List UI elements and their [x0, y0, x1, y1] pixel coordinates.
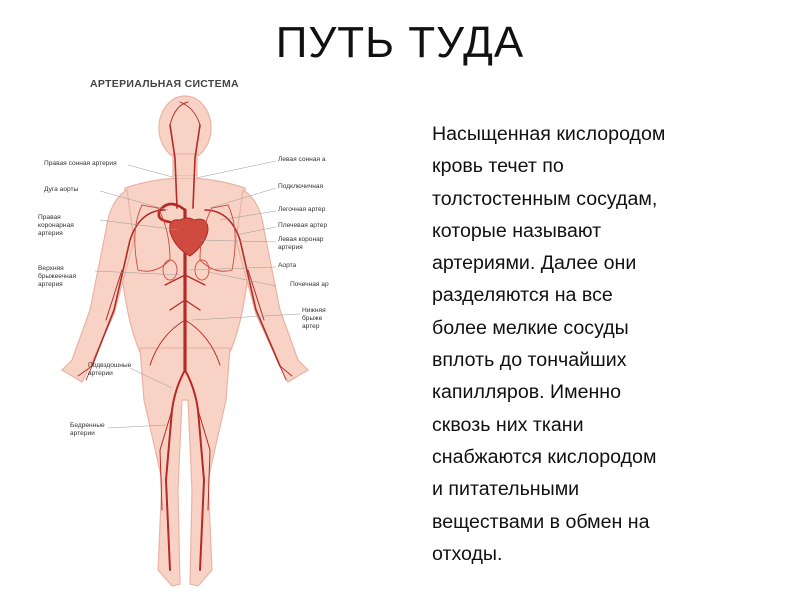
- slide-title: ПУТЬ ТУДА: [275, 18, 525, 67]
- body-line: сквозь них ткани: [432, 413, 584, 436]
- label-left-coronary-artery: Левая коронар артерия: [278, 236, 324, 251]
- label-aorta: Аорта: [278, 262, 297, 269]
- body-line: капилляров. Именно: [432, 381, 622, 404]
- label-right-coronary-artery: Правая коронарная артерия: [38, 214, 74, 237]
- arterial-system-diagram: [30, 70, 340, 600]
- body-line: Насыщенная кислородом: [432, 123, 666, 145]
- body-artery-illustration: [30, 70, 340, 600]
- label-iliac-arteries: Подвздошные артерии: [88, 362, 132, 377]
- label-right-carotid-artery: Правая сонная артерия: [44, 160, 117, 167]
- body-line: вплоть до тончайших: [432, 349, 627, 372]
- label-aortic-arch: Дуга аорты: [44, 186, 79, 193]
- body-line: веществами в обмен на: [432, 510, 650, 533]
- body-line: отходы.: [432, 542, 503, 565]
- label-pulmonary-artery: Легочная артер: [278, 206, 326, 213]
- label-renal-artery: Почечная ар: [290, 281, 329, 288]
- body-line: артериями. Далее они: [432, 252, 637, 275]
- label-left-carotid-artery: Левая сонная а: [278, 156, 326, 163]
- slide-body-text: [432, 118, 772, 570]
- body-line: толстостенным сосудам,: [432, 187, 658, 210]
- body-line: которые называют: [432, 219, 602, 242]
- label-subclavian-artery: Подключичная: [278, 183, 324, 190]
- diagram-heading: АРТЕРИАЛЬНАЯ СИСТЕМА: [90, 78, 239, 90]
- body-line: более мелкие сосуды: [432, 316, 629, 339]
- body-line: и питательными: [432, 478, 580, 501]
- body-line: разделяются на все: [432, 284, 613, 307]
- label-inferior-mesenteric-artery: Нижняя брыже артер: [302, 307, 326, 330]
- body-line: снабжаются кислородом: [432, 445, 657, 468]
- label-femoral-arteries: Бедренные артерии: [70, 422, 105, 437]
- label-superior-mesenteric-artery: Верхняя брыжеечная артерия: [38, 265, 77, 288]
- label-brachial-artery: Плечевая артер: [278, 222, 328, 229]
- body-line: кровь течет по: [432, 155, 564, 178]
